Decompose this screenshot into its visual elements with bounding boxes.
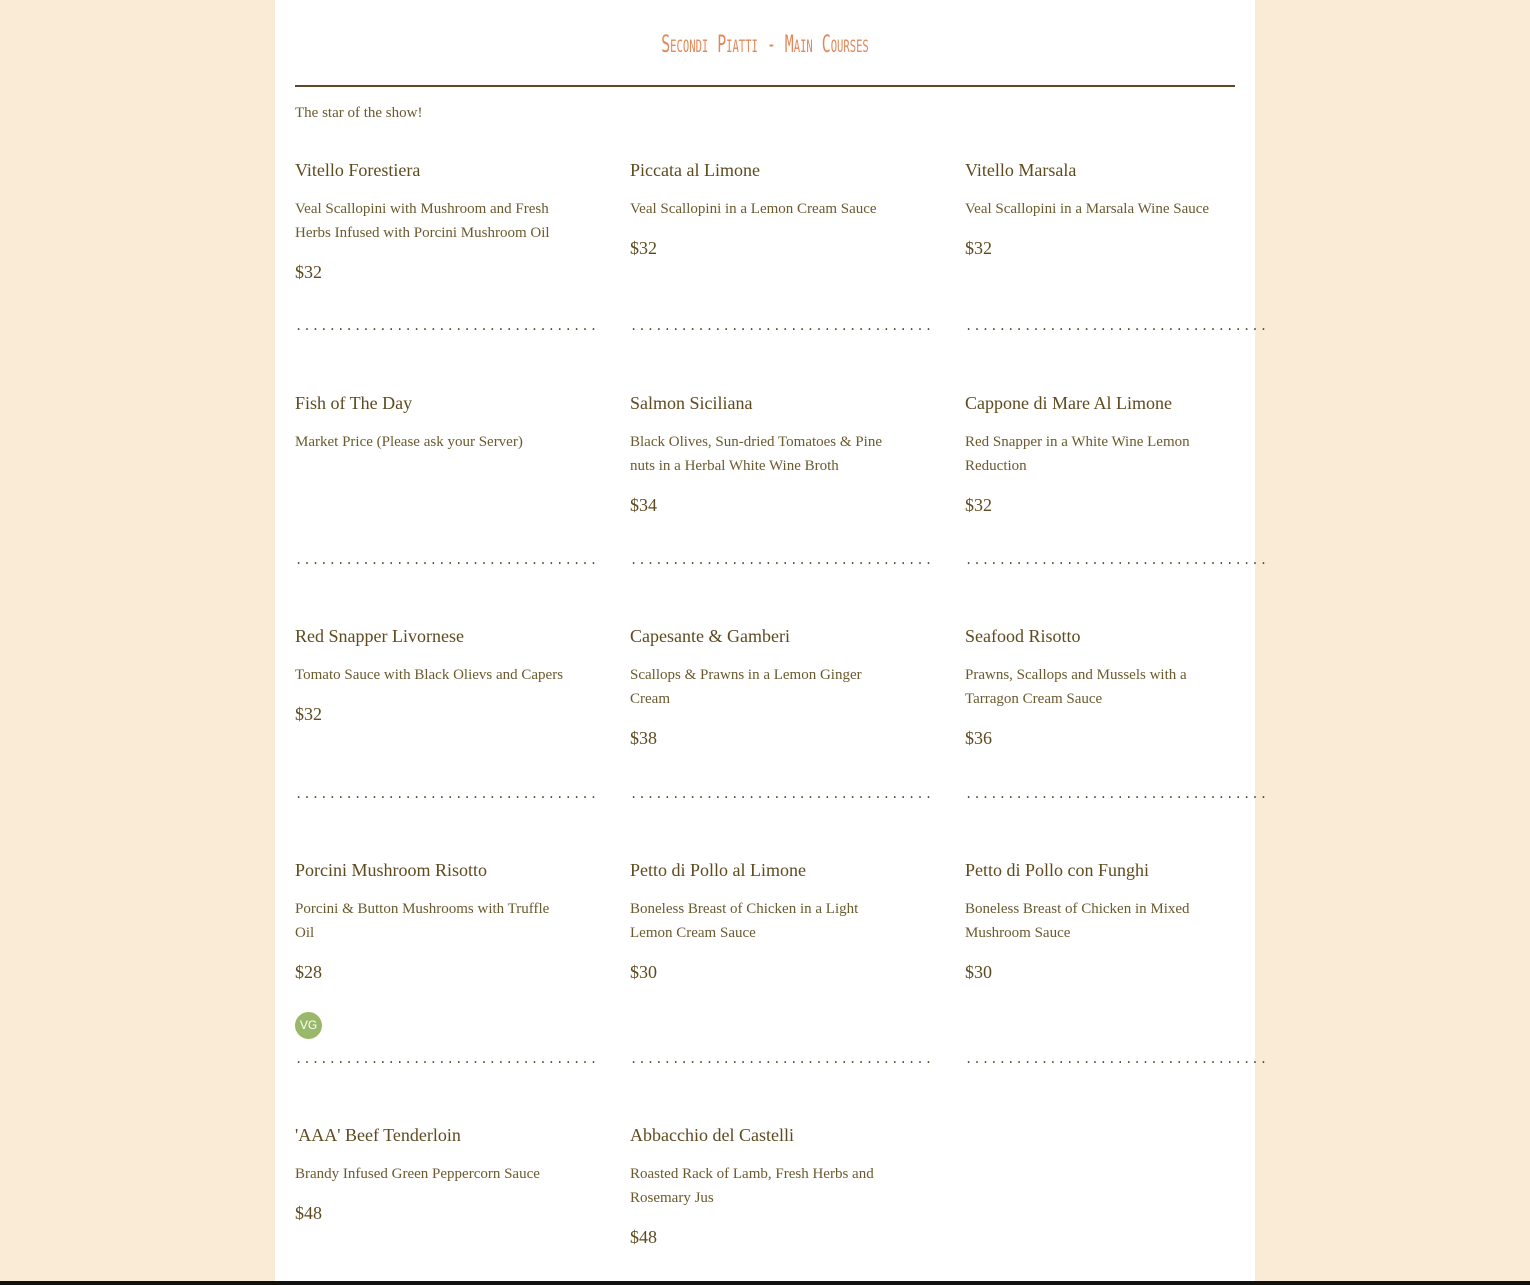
dotted-divider: .................................... (965, 319, 1269, 333)
item-price: $30 (965, 962, 992, 982)
menu-item (630, 625, 900, 749)
item-description: Porcini & Button Mushrooms with Truffle Oil (295, 901, 550, 941)
dotted-divider: .................................... (295, 787, 599, 801)
dotted-divider: .................................... (630, 1052, 934, 1066)
menu-item (295, 625, 565, 725)
item-price: $48 (295, 1203, 322, 1223)
item-name: Abbacchio del Castelli (630, 1125, 794, 1145)
item-name: Petto di Pollo al Limone (630, 860, 806, 880)
item-name: Vitello Marsala (965, 160, 1077, 180)
menu-item (965, 159, 1235, 259)
item-price: $48 (630, 1227, 657, 1247)
section-title: Secondi Piatti - Main Courses (661, 30, 869, 58)
menu-item (630, 859, 900, 983)
dotted-divider: .................................... (965, 787, 1269, 801)
menu-page (275, 0, 1269, 1281)
item-description: Roasted Rack of Lamb, Fresh Herbs and Rosemary Jus (630, 1166, 874, 1206)
bottom-border (0, 1281, 1530, 1285)
item-description: Market Price (Please ask your Server) (295, 434, 523, 450)
menu-item (630, 392, 900, 516)
item-name: Red Snapper Livornese (295, 626, 464, 646)
item-price: $34 (630, 495, 657, 515)
item-name: 'AAA' Beef Tenderloin (295, 1125, 461, 1145)
dotted-divider: .................................... (965, 1052, 1269, 1066)
menu-item (295, 159, 565, 283)
menu-item (965, 625, 1235, 749)
item-price: $32 (965, 495, 992, 515)
item-description: Brandy Infused Green Peppercorn Sauce (295, 1166, 540, 1182)
menu-item (295, 392, 565, 454)
menu-item (295, 859, 565, 983)
item-name: Cappone di Mare Al Limone (965, 393, 1172, 413)
item-name: Porcini Mushroom Risotto (295, 860, 488, 880)
item-name: Capesante & Gamberi (630, 626, 790, 646)
item-description: Veal Scallopini with Mushroom and Fresh Herbs Infused with Porcini Mushroom Oil (295, 201, 550, 241)
vegan-badge-icon: VG (295, 1012, 322, 1039)
dotted-divider: .................................... (295, 319, 599, 333)
item-price: $36 (965, 728, 992, 748)
menu-item (630, 159, 900, 259)
item-name: Seafood Risotto (965, 626, 1081, 646)
item-price: $32 (965, 238, 992, 258)
section-tagline: The star of the show! (295, 105, 423, 121)
item-price: $28 (295, 962, 322, 982)
dotted-divider: .................................... (295, 553, 599, 567)
item-description: Veal Scallopini in a Lemon Cream Sauce (630, 201, 877, 217)
item-description: Prawns, Scallops and Mussels with a Tarragon Cream Sauce (965, 667, 1187, 707)
title-divider (295, 85, 1235, 87)
item-price: $32 (630, 238, 657, 258)
item-description: Veal Scallopini in a Marsala Wine Sauce (965, 201, 1210, 217)
menu-item (630, 1124, 900, 1248)
item-name: Petto di Pollo con Funghi (965, 860, 1150, 880)
item-price: $30 (630, 962, 657, 982)
item-description: Boneless Breast of Chicken in Mixed Mushroom Sauce (965, 901, 1190, 941)
dotted-divider: .................................... (630, 553, 934, 567)
item-description: Boneless Breast of Chicken in a Light Lemon Cream Sauce (630, 901, 859, 941)
dotted-divider: .................................... (965, 553, 1269, 567)
item-description: Tomato Sauce with Black Olievs and Capers (295, 667, 564, 683)
item-name: Vitello Forestiera (295, 160, 421, 180)
menu-item (295, 1124, 565, 1224)
menu-item (965, 392, 1235, 516)
item-price: $32 (295, 262, 322, 282)
item-description: Red Snapper in a White Wine Lemon Reduction (965, 434, 1190, 474)
item-name: Piccata al Limone (630, 160, 760, 180)
dotted-divider: .................................... (630, 319, 934, 333)
dotted-divider: .................................... (295, 1052, 599, 1066)
item-name: Salmon Siciliana (630, 393, 753, 413)
item-description: Black Olives, Sun-dried Tomatoes & Pine nuts in a Herbal White Wine Broth (630, 434, 882, 474)
dotted-divider: .................................... (630, 787, 934, 801)
item-price: $32 (295, 704, 322, 724)
item-price: $38 (630, 728, 657, 748)
item-description: Scallops & Prawns in a Lemon Ginger Cream (630, 667, 862, 707)
menu-item (965, 859, 1235, 983)
item-name: Fish of The Day (295, 393, 413, 413)
